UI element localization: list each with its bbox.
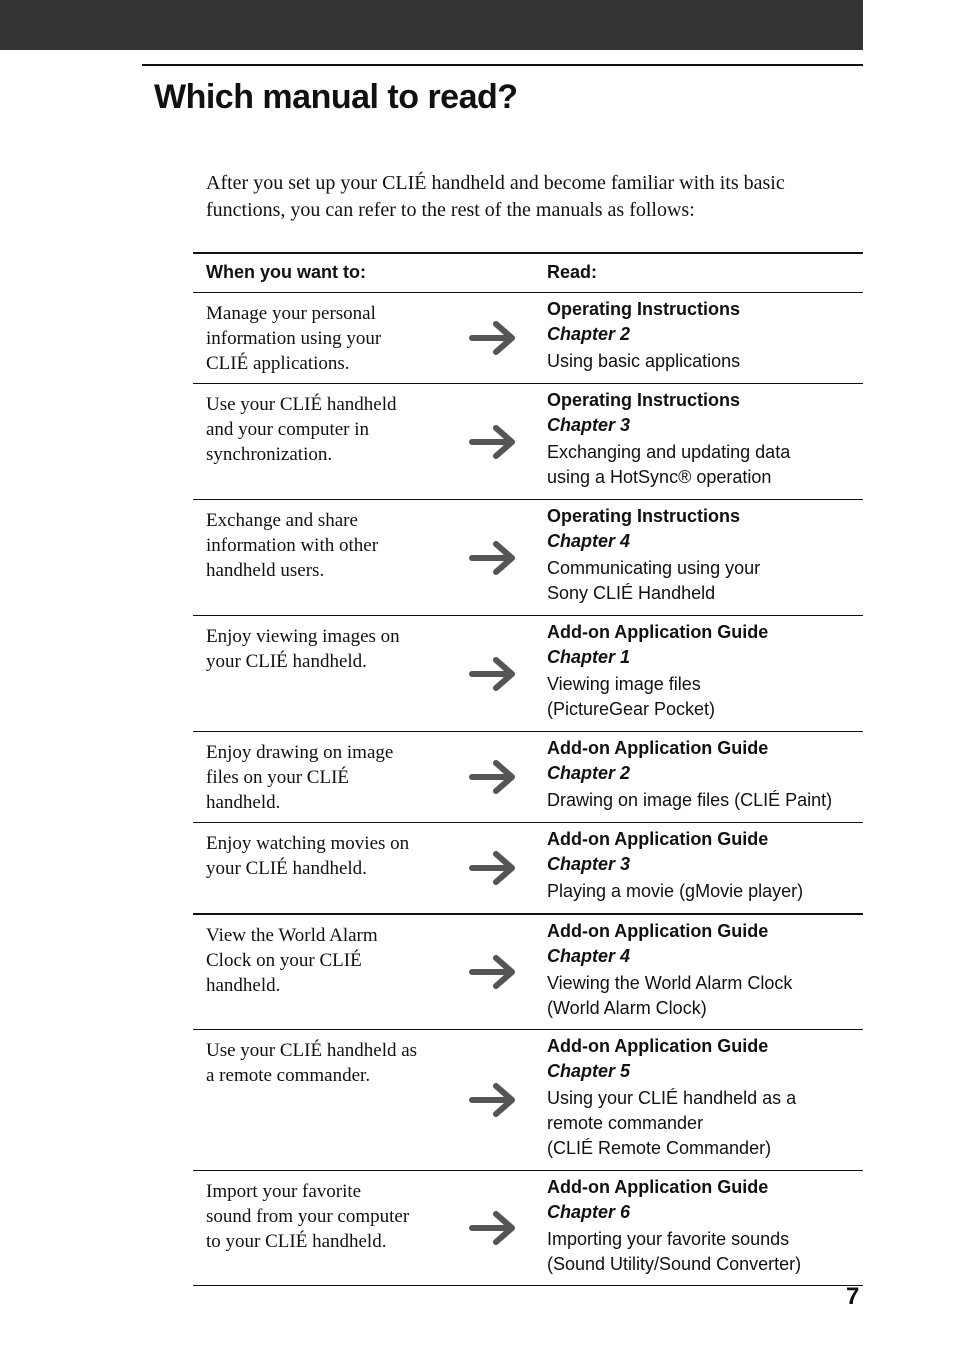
- chapter-label: Chapter 5: [547, 1061, 631, 1081]
- row-task-text: Exchange and share information with other handheld users.: [206, 510, 379, 581]
- row-task-text: Use your CLIÉ handheld and your computer in synchronization.: [206, 394, 397, 465]
- page-title: Which manual to read?: [154, 78, 518, 116]
- chapter-label: Chapter 1: [547, 647, 631, 667]
- manual-name: Add-on Application Guide: [547, 622, 769, 642]
- chapter-description: Using your CLIÉ handheld as a remote commander (CLIÉ Remote Commander): [547, 1088, 797, 1158]
- table-row: [193, 1171, 863, 1286]
- manual-table: [193, 252, 863, 1286]
- table-row: [193, 915, 863, 1030]
- chapter-label: Chapter 6: [547, 1202, 631, 1222]
- row-task-text: Enjoy viewing images on your CLIÉ handheld.: [206, 626, 400, 672]
- header-bar: [0, 0, 863, 50]
- table-row: [193, 616, 863, 732]
- row-task-text: Manage your personal information using your CLIÉ applications.: [206, 303, 382, 374]
- arrow-right-icon: [468, 952, 520, 992]
- manual-name: Add-on Application Guide: [547, 1036, 769, 1056]
- table-row: [193, 384, 863, 500]
- row-read-reference: [547, 388, 863, 490]
- row-read-reference: [547, 1034, 863, 1161]
- title-rule: [142, 64, 863, 66]
- manual-name: Operating Instructions: [547, 506, 741, 526]
- chapter-description: Viewing image files (PictureGear Pocket): [547, 674, 716, 719]
- intro-paragraph: After you set up your CLIÉ handheld and become familiar with its basic functions, you can refer to the rest of the manuals as follows:: [206, 172, 785, 221]
- arrow-right-icon: [468, 538, 520, 578]
- page-number: 7: [846, 1283, 860, 1310]
- chapter-label: Chapter 2: [547, 763, 631, 783]
- manual-name: Operating Instructions: [547, 299, 741, 319]
- arrow-right-icon: [468, 318, 520, 358]
- chapter-description: Playing a movie (gMovie player): [547, 881, 804, 901]
- row-read-reference: [547, 504, 863, 606]
- chapter-label: Chapter 4: [547, 946, 631, 966]
- table-header: [193, 254, 863, 293]
- chapter-description: Drawing on image files (CLIÉ Paint): [547, 790, 833, 810]
- row-read-reference: [547, 827, 863, 904]
- arrow-right-icon: [468, 654, 520, 694]
- chapter-description: Using basic applications: [547, 351, 741, 371]
- chapter-description: Importing your favorite sounds (Sound Utility/Sound Converter): [547, 1229, 802, 1274]
- row-task-text: View the World Alarm Clock on your CLIÉ handheld.: [206, 925, 378, 996]
- chapter-label: Chapter 3: [547, 415, 631, 435]
- arrow-right-icon: [468, 757, 520, 797]
- arrow-right-icon: [468, 848, 520, 888]
- chapter-label: Chapter 3: [547, 854, 631, 874]
- row-task-text: Enjoy watching movies on your CLIÉ handheld.: [206, 833, 410, 879]
- manual-name: Add-on Application Guide: [547, 738, 769, 758]
- manual-name: Add-on Application Guide: [547, 829, 769, 849]
- row-task-text: Import your favorite sound from your computer to your CLIÉ handheld.: [206, 1181, 410, 1252]
- chapter-description: Communicating using your Sony CLIÉ Handheld: [547, 558, 761, 603]
- header-when-you-want: When you want to:: [206, 262, 366, 282]
- chapter-description: Exchanging and updating data using a HotSync® operation: [547, 442, 791, 487]
- row-read-reference: [547, 919, 863, 1021]
- row-read-reference: [547, 297, 863, 374]
- table-row: [193, 293, 863, 384]
- table-row: [193, 823, 863, 915]
- table-row: [193, 732, 863, 823]
- arrow-right-icon: [468, 1080, 520, 1120]
- row-task-text: Use your CLIÉ handheld as a remote commander.: [206, 1040, 418, 1086]
- arrow-right-icon: [468, 422, 520, 462]
- header-read: Read:: [547, 262, 598, 282]
- manual-name: Add-on Application Guide: [547, 921, 769, 941]
- chapter-label: Chapter 2: [547, 324, 631, 344]
- table-row: [193, 1030, 863, 1171]
- table-body: [193, 293, 863, 1286]
- chapter-description: Viewing the World Alarm Clock (World Alarm Clock): [547, 973, 793, 1018]
- chapter-label: Chapter 4: [547, 531, 631, 551]
- manual-name: Operating Instructions: [547, 390, 741, 410]
- arrow-right-icon: [468, 1208, 520, 1248]
- row-read-reference: [547, 1175, 863, 1277]
- table-row: [193, 500, 863, 616]
- manual-name: Add-on Application Guide: [547, 1177, 769, 1197]
- row-read-reference: [547, 620, 863, 722]
- row-task-text: Enjoy drawing on image files on your CLIÉ handheld.: [206, 742, 394, 813]
- row-read-reference: [547, 736, 863, 813]
